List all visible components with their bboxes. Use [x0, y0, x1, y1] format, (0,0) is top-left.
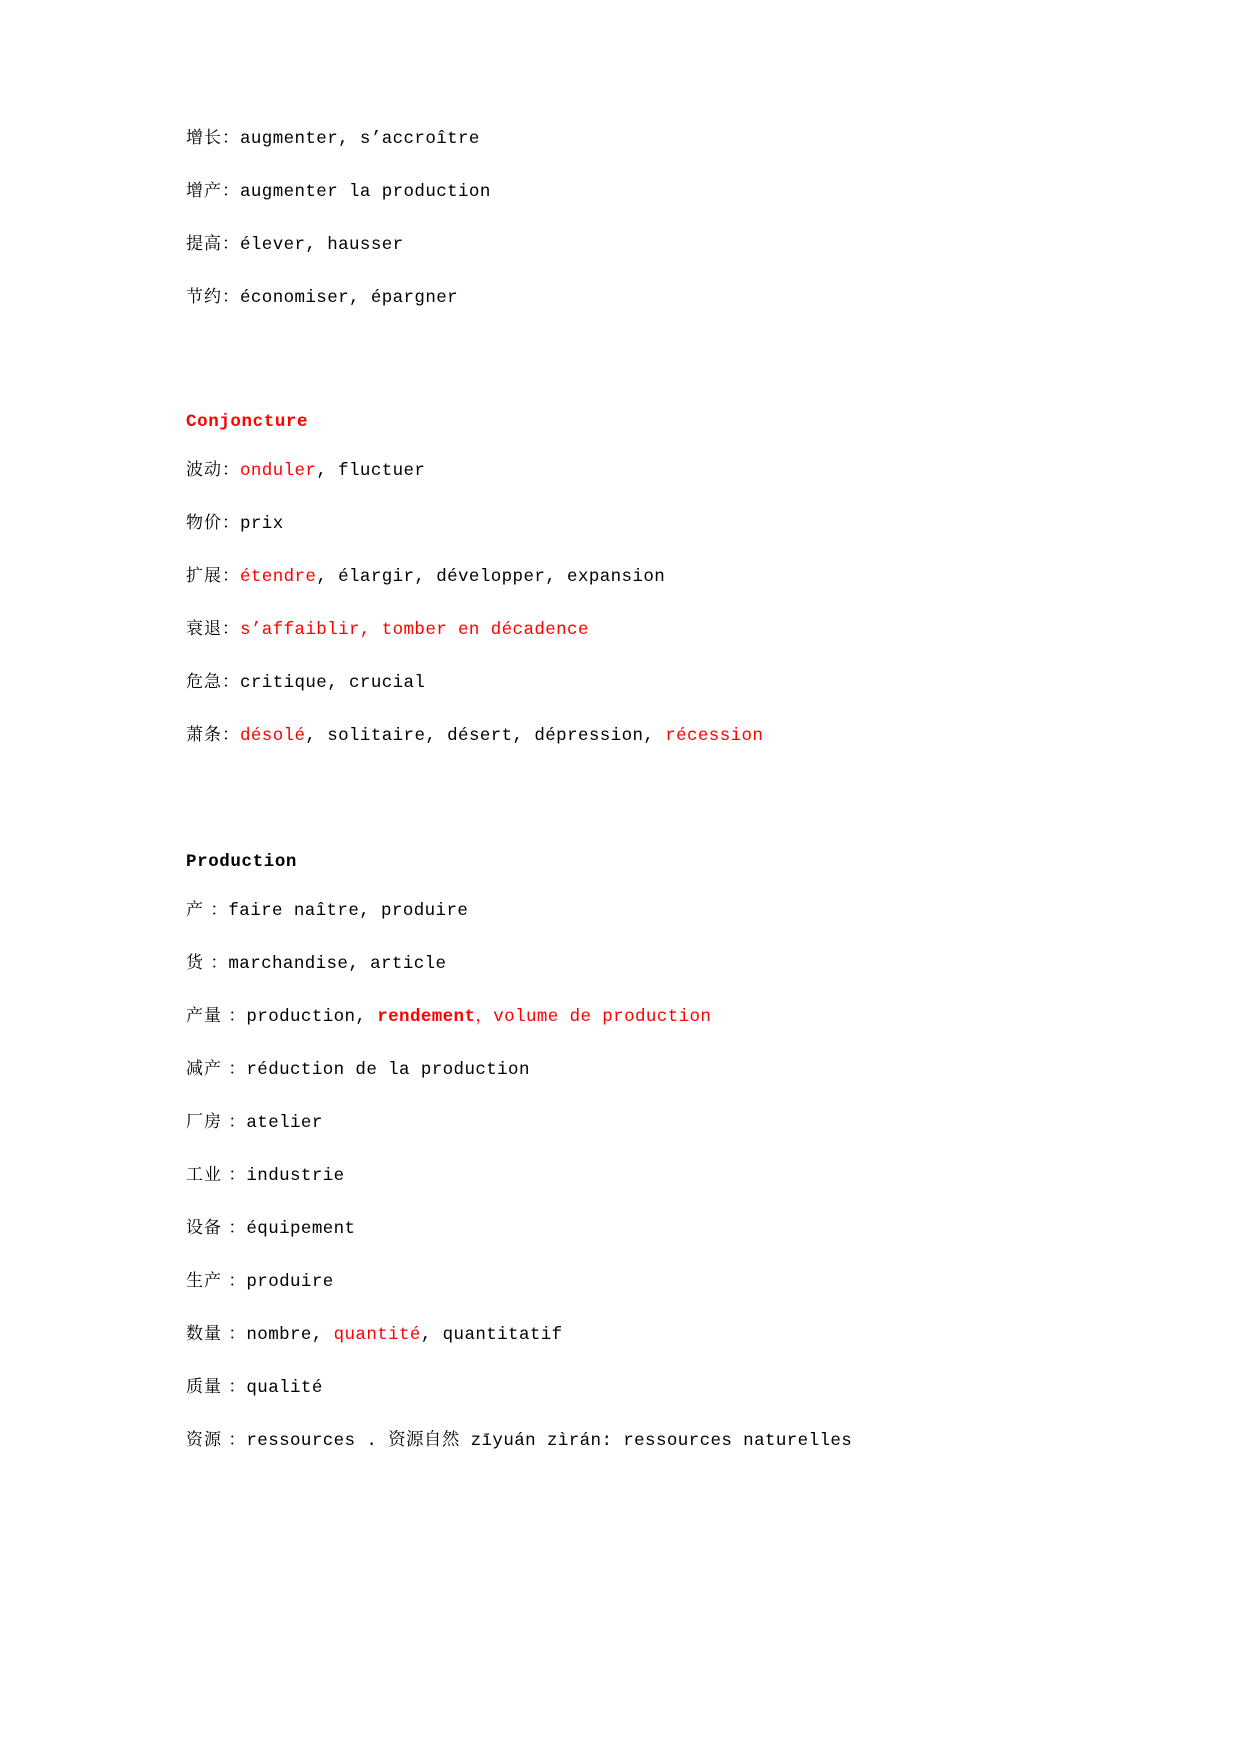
- entry-definition-part: réduction de la production: [246, 1060, 530, 1080]
- glossary-entry: [186, 1167, 1091, 1186]
- entry-definition-part: marchandise, article: [228, 954, 447, 974]
- entry-definition-part: production,: [246, 1007, 378, 1027]
- entry-separator: ：: [222, 566, 240, 586]
- entry-definition-part: , élargir, développer, expansion: [316, 567, 666, 587]
- entry-definition-part: rendement: [377, 1007, 476, 1027]
- glossary-entry: [186, 1220, 1091, 1239]
- entry-definition-part: produire: [246, 1272, 334, 1292]
- entry-separator: ：: [222, 287, 240, 307]
- entry-term-cn: 危急: [186, 672, 222, 692]
- entry-separator: ：: [222, 1165, 247, 1185]
- entry-term-cn: 萧条: [186, 725, 222, 745]
- glossary-entry: [186, 1379, 1091, 1398]
- entry-term-cn: 增产: [186, 181, 222, 201]
- glossary-entry: [186, 515, 1091, 534]
- glossary-entry: [186, 1061, 1091, 1080]
- entry-separator: ：: [222, 181, 240, 201]
- entry-definition-part: qualité: [246, 1378, 323, 1398]
- entry-separator: ：: [204, 953, 229, 973]
- entry-separator: ：: [222, 1324, 247, 1344]
- entry-definition-part: critique, crucial: [240, 673, 426, 693]
- entry-definition-part: , solitaire, désert, dépression,: [305, 726, 666, 746]
- glossary-entry: [186, 1273, 1091, 1292]
- entry-separator: ：: [222, 1112, 247, 1132]
- entry-separator: ：: [222, 513, 240, 533]
- glossary-entry: [186, 130, 1091, 149]
- entry-separator: ：: [222, 619, 240, 639]
- section-heading: Conjoncture: [186, 412, 309, 432]
- glossary-entry: [186, 902, 1091, 921]
- entry-definition-part: augmenter, s’accroître: [240, 129, 480, 149]
- entry-separator: ：: [222, 1271, 247, 1291]
- section-heading: Production: [186, 852, 298, 872]
- entry-term-cn: 扩展: [186, 566, 222, 586]
- section-spacer: [186, 342, 1091, 412]
- entry-term-cn: 工业: [186, 1165, 222, 1185]
- entry-separator: ：: [222, 234, 240, 254]
- entry-term-cn: 生产: [186, 1271, 222, 1291]
- entry-definition-part: récession: [665, 726, 764, 746]
- entry-separator: ：: [222, 1377, 247, 1397]
- entry-definition-part: volume de production: [493, 1007, 712, 1027]
- entry-definition-part: quantité: [333, 1325, 421, 1345]
- glossary-entry: [186, 621, 1091, 640]
- entry-separator: ：: [222, 1430, 247, 1450]
- entry-term-cn: 厂房: [186, 1112, 222, 1132]
- entry-separator: ：: [222, 1218, 247, 1238]
- entry-separator: ：: [204, 900, 229, 920]
- glossary-entry: [186, 1114, 1091, 1133]
- entry-term-cn: 波动: [186, 460, 222, 480]
- glossary-entry: [186, 568, 1091, 587]
- entry-definition-part: s’affaiblir, tomber en décadence: [240, 620, 589, 640]
- entry-separator: ：: [222, 460, 240, 480]
- entry-term-cn: 资源: [186, 1430, 222, 1450]
- glossary-entry: [186, 183, 1091, 202]
- entry-term-cn: 货: [186, 953, 204, 973]
- entry-term-cn: 节约: [186, 287, 222, 307]
- entry-definition-part: prix: [240, 514, 284, 534]
- entry-definition-part: ，: [475, 1007, 494, 1027]
- entry-term-cn: 衰退: [186, 619, 222, 639]
- entry-term-cn: 产量: [186, 1006, 222, 1026]
- entry-term-cn: 质量: [186, 1377, 222, 1397]
- glossary-entry: [186, 289, 1091, 308]
- entry-definition-part: économiser, épargner: [240, 288, 459, 308]
- glossary-entry: [186, 674, 1091, 693]
- entry-term-cn: 增长: [186, 128, 222, 148]
- glossary-entry: [186, 236, 1091, 255]
- entry-separator: ：: [222, 672, 240, 692]
- entry-definition-part: , quantitatif: [420, 1325, 563, 1345]
- entry-definition-part: désolé: [240, 726, 306, 746]
- glossary-entry: [186, 1326, 1091, 1345]
- entry-definition-part: onduler: [240, 461, 317, 481]
- entry-definition-part: augmenter la production: [240, 182, 491, 202]
- glossary-entry: [186, 727, 1091, 746]
- entry-definition-part: ressources . 资源自然 zīyuán zìrán: ressources naturelles: [246, 1431, 853, 1451]
- glossary-entry: [186, 1008, 1091, 1027]
- entry-definition-part: équipement: [246, 1219, 356, 1239]
- entry-definition-part: industrie: [246, 1166, 345, 1186]
- entry-separator: ：: [222, 1059, 247, 1079]
- entry-term-cn: 提高: [186, 234, 222, 254]
- entry-definition-part: nombre,: [246, 1325, 334, 1345]
- entry-definition-part: atelier: [246, 1113, 323, 1133]
- entry-definition-part: , fluctuer: [316, 461, 426, 481]
- entry-definition-part: faire naître, produire: [228, 901, 469, 921]
- entry-definition-part: étendre: [240, 567, 317, 587]
- entry-term-cn: 物价: [186, 513, 222, 533]
- document-content: [186, 130, 1091, 1451]
- entry-term-cn: 设备: [186, 1218, 222, 1238]
- entry-separator: ：: [222, 725, 240, 745]
- entry-separator: ：: [222, 128, 240, 148]
- entry-separator: ：: [222, 1006, 247, 1026]
- glossary-entry: [186, 462, 1091, 481]
- entry-term-cn: 减产: [186, 1059, 222, 1079]
- glossary-entry: [186, 1432, 1091, 1451]
- section-spacer: [186, 780, 1091, 852]
- glossary-entry: [186, 955, 1091, 974]
- entry-term-cn: 产: [186, 900, 204, 920]
- entry-definition-part: élever, hausser: [240, 235, 404, 255]
- entry-term-cn: 数量: [186, 1324, 222, 1344]
